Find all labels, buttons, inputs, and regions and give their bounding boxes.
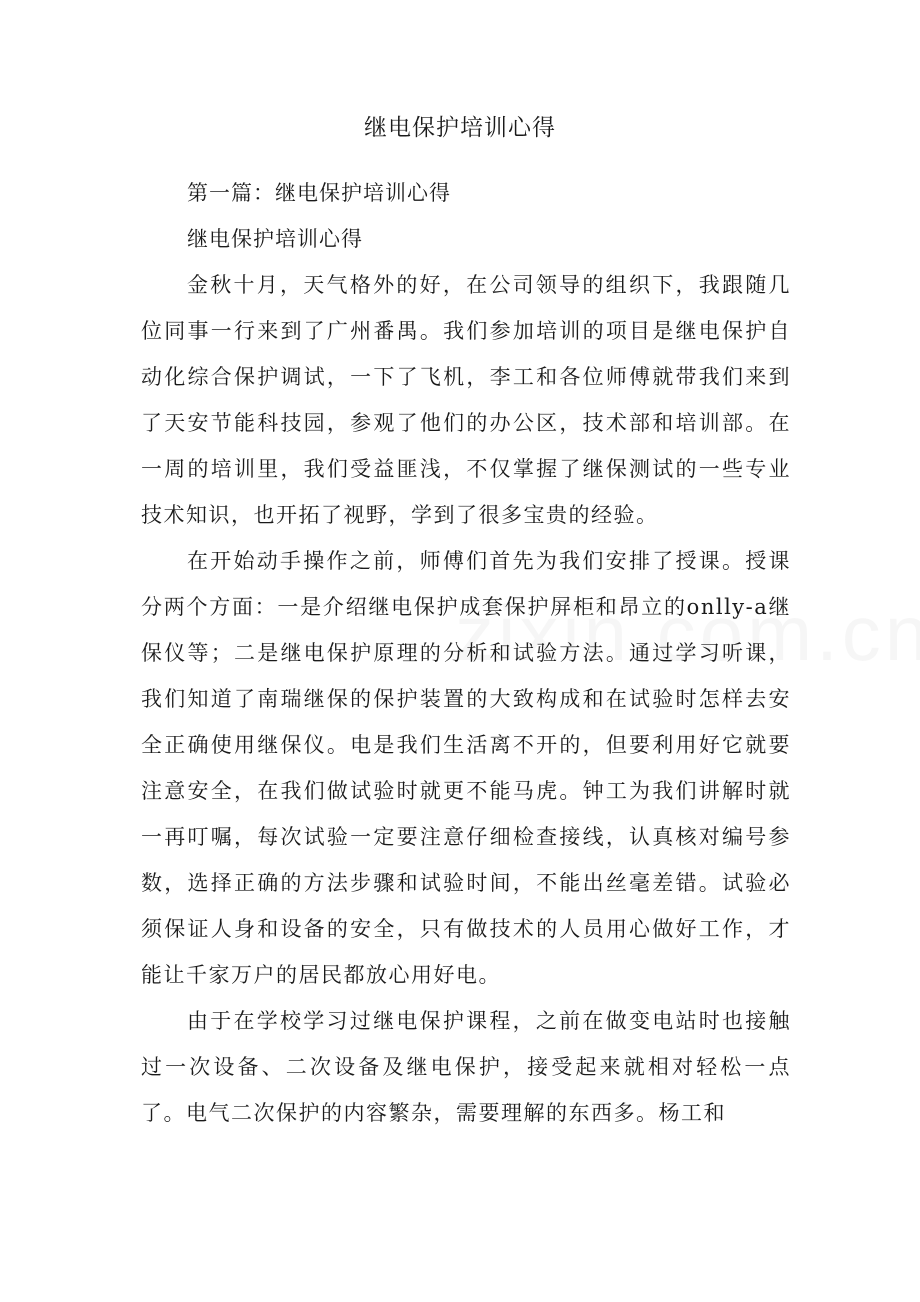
section-heading: 第一篇：继电保护培训心得	[187, 181, 451, 205]
section-subheading: 继电保护培训心得	[187, 227, 363, 251]
document-body	[141, 176, 791, 1136]
paragraph-3: 由于在学校学习过继电保护课程，之前在做变电站时也接触过一次设备、二次设备及继电保护，接受起来就相对轻松一点了。电气二次保护的内容繁杂，需要理解的东西多。杨工和	[141, 1009, 791, 1125]
paragraph-2: 在开始动手操作之前，师傅们首先为我们安排了授课。授课分两个方面：一是介绍继电保护成套保护屏柜和昂立的onlly-a继保仪等；二是继电保护原理的分析和试验方法。通过学习听课，我们知道了南瑞继保的保护装置的大致构成和在试验时怎样去安全正确使用继保仪。电是我们生活离不开的，但要利用好它就要注意安全，在我们做试验时就更不能马虎。钟工为我们讲解时就一再叮嘱，每次试验一定要注意仔细检查接线，认真核对编号参数，选择正确的方法步骤和试验时间，不能出丝毫差错。试验必须保证人身和设备的安全，只有做技术的人员用心做好工作，才能让千家万户的居民都放心用好电。	[141, 549, 791, 987]
document-title: 继电保护培训心得	[364, 115, 556, 141]
paragraph-1: 金秋十月，天气格外的好，在公司领导的组织下，我跟随几位同事一行来到了广州番禺。我们参加培训的项目是继电保护自动化综合保护调试，一下了飞机，李工和各位师傅就带我们来到了天安节能科技园，参观了他们的办公区，技术部和培训部。在一周的培训里，我们受益匪浅，不仅掌握了继保测试的一些专业技术知识，也开拓了视野，学到了很多宝贵的经验。	[141, 273, 791, 527]
